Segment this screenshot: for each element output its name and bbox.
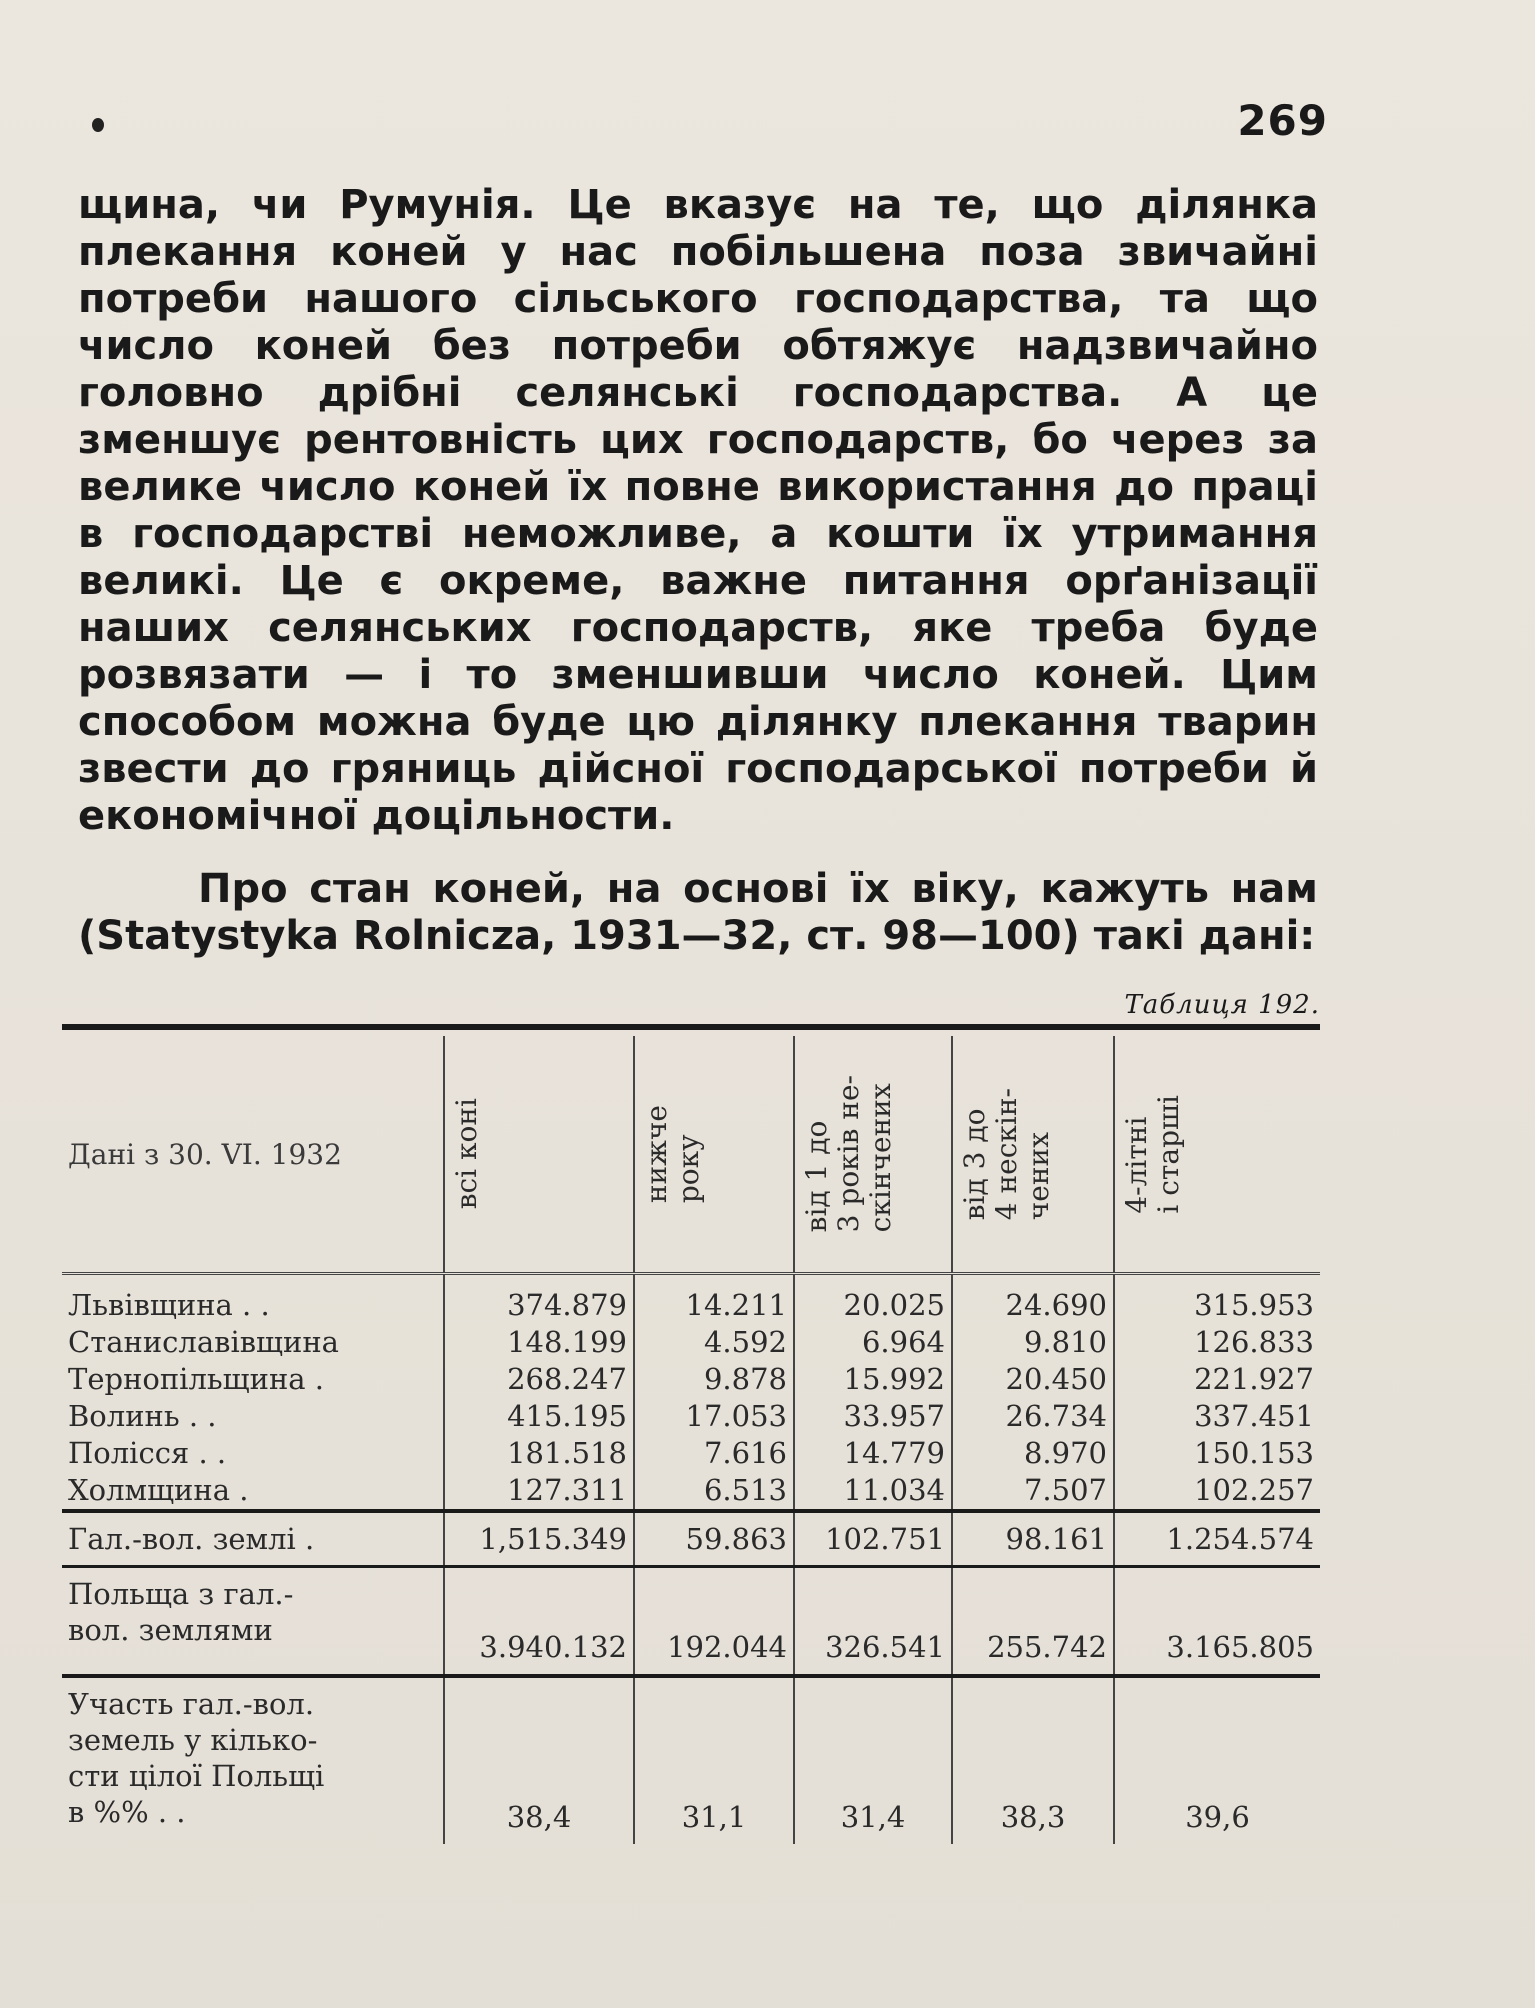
cell: 31,4 [794,1676,952,1844]
cell: 31,1 [634,1676,794,1844]
header-date: Дані з 30. VI. 1932 [62,1036,444,1274]
cell: 59.863 [634,1511,794,1567]
table-row [62,1274,1320,1325]
cell: 374.879 [444,1274,634,1325]
cell: 415.195 [444,1398,634,1435]
cell: 4.592 [634,1324,794,1361]
cell: 38,4 [444,1676,634,1844]
cell: 127.311 [444,1472,634,1511]
page-number: 269 [1237,96,1328,145]
cell: 3.165.805 [1114,1567,1320,1677]
paragraph-2: Про стан коней, на основі їх віку, кажуть нам (Statystyka Rolnicza, 1931—32, ст. 98—100) такі дані: [78,866,1318,959]
cell: 1.254.574 [1114,1511,1320,1567]
cell: 38,3 [952,1676,1114,1844]
cell: 39,6 [1114,1676,1320,1844]
table-caption: Таблиця 192. [1124,990,1320,1020]
cell: 24.690 [952,1274,1114,1325]
header-4-plus-years: 4-літні і старші [1114,1036,1320,1274]
table-row [62,1435,1320,1472]
header-all-horses: всі коні [444,1036,634,1274]
cell: 150.153 [1114,1435,1320,1472]
cell: 181.518 [444,1435,634,1472]
cell: 6.964 [794,1324,952,1361]
cell: 148.199 [444,1324,634,1361]
table-row [62,1324,1320,1361]
row-label: Станиславівщина [68,1325,339,1359]
row-label: Полісся . . [68,1436,227,1470]
row-label: Польща з гал.- вол. землями [68,1577,294,1647]
cell: 268.247 [444,1361,634,1398]
cell: 102.257 [1114,1472,1320,1511]
cell: 20.025 [794,1274,952,1325]
row-label: Холмщина . [68,1473,249,1507]
row-label: Тернопільщина . [68,1362,325,1396]
horse-age-table [62,1036,1320,1844]
table-header-row [62,1036,1320,1274]
cell: 192.044 [634,1567,794,1677]
cell: 20.450 [952,1361,1114,1398]
cell: 11.034 [794,1472,952,1511]
cell: 15.992 [794,1361,952,1398]
cell: 14.779 [794,1435,952,1472]
table-row [62,1472,1320,1511]
paragraph-1: щина, чи Румунія. Це вказує на те, що ділянка плекання коней у нас побільшена поза звичайні потреби нашого сільського господарства, та що число коней без потреби обтяжує надзвичайно головно дрібні селянські господарства. А це зменшує рентовність цих господарств, бо через за велике число коней їх повне використання до праці в господарстві неможливе, а кошти їх утримання великі. Це є окреме, важне питання орґанізації наших селянських господарств, яке треба буде розвязати — і то зменшивши число коней. Цим способом можна буде цю ділянку плекання тварин звести до гряниць дійсної господарської потреби й економічної доцільности. [78,182,1318,839]
cell: 6.513 [634,1472,794,1511]
cell: 255.742 [952,1567,1114,1677]
cell: 315.953 [1114,1274,1320,1325]
cell: 26.734 [952,1398,1114,1435]
cell: 33.957 [794,1398,952,1435]
row-label: Гал.-вол. землі . [62,1511,444,1567]
ink-dot [92,118,104,132]
cell: 98.161 [952,1511,1114,1567]
share-row [62,1676,1320,1844]
header-under-year: нижче року [634,1036,794,1274]
cell: 9.810 [952,1324,1114,1361]
cell: 337.451 [1114,1398,1320,1435]
table-row [62,1361,1320,1398]
table-row [62,1398,1320,1435]
row-label: Волинь . . [68,1399,217,1433]
header-1-3-years: від 1 до 3 років не- скінчених [794,1036,952,1274]
cell: 7.616 [634,1435,794,1472]
total-row [62,1511,1320,1567]
poland-row [62,1567,1320,1677]
cell: 9.878 [634,1361,794,1398]
row-label: Львівщина . . [68,1288,270,1322]
cell: 8.970 [952,1435,1114,1472]
cell: 14.211 [634,1274,794,1325]
cell: 126.833 [1114,1324,1320,1361]
row-label: Участь гал.-вол. земель у кілько- сти цілої Польщі в %% . . [68,1687,325,1829]
header-3-4-years: від 3 до 4 нескін- чених [952,1036,1114,1274]
cell: 17.053 [634,1398,794,1435]
cell: 102.751 [794,1511,952,1567]
cell: 3.940.132 [444,1567,634,1677]
cell: 1,515.349 [444,1511,634,1567]
cell: 221.927 [1114,1361,1320,1398]
cell: 326.541 [794,1567,952,1677]
table-top-rule [62,1024,1320,1030]
cell: 7.507 [952,1472,1114,1511]
